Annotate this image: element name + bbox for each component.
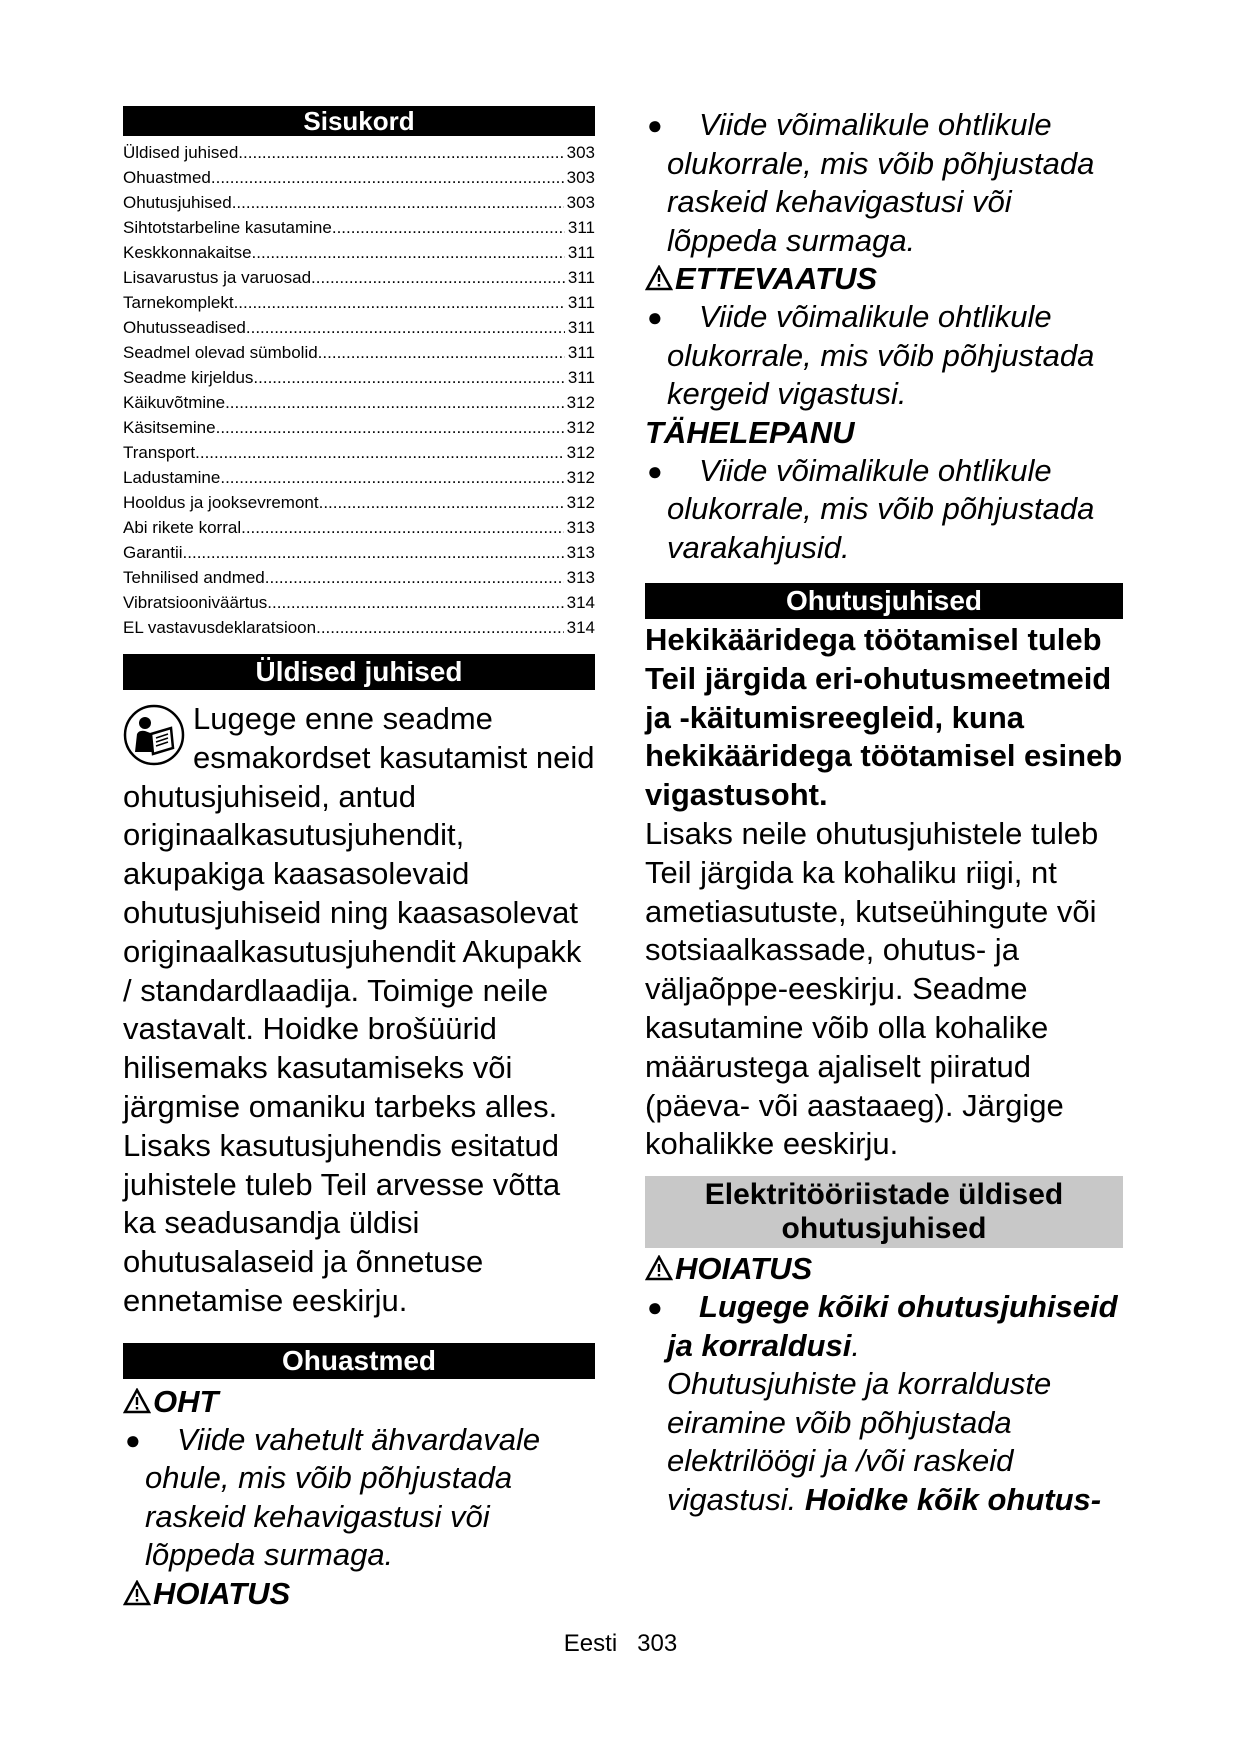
toc-entry-label: Lisavarustus ja varuosad	[123, 268, 312, 287]
general-paragraph-2: Lisaks kasutusjuhendis esitatud juhistele tuleb Teil arvesse võtta ka seadusandja üldisi ohutusalaseid ja õnnetuse ennetamise eeskirju.	[123, 1127, 561, 1318]
bullet-dot-icon: ●	[647, 1292, 663, 1323]
toc-leader-dots	[241, 515, 564, 540]
toc-entry-label: Üldised juhised	[123, 143, 239, 162]
safety-text: Lisaks neile ohutusjuhistele tuleb Teil järgida ka kohaliku riigi, nt ametiasutuste, kutseühingute või sotsiaalkassade, ohutus- ja väljaõppe-eeskirju. Seadme kasutamine võib olla kohalike määrustega ajaliselt piiratud (päeva- või aastaaeg). Järgige kohalikke eeskirju.	[645, 815, 1099, 1162]
toc-entry-label: Käikuvõtmine	[123, 393, 226, 412]
toc-leader-dots	[265, 565, 564, 590]
ettevaatus-label: ETTEVAATUS	[675, 261, 878, 296]
toc-entry-label: Vibratsiooniväärtus	[123, 593, 268, 612]
toc-entry-page: 312	[566, 393, 595, 412]
oht-label: OHT	[153, 1383, 219, 1419]
hoiatus-text: Viide võimalikule ohtlikule olukorrale, mis võib põhjustada raskeid kehavigastusi või lõppeda surmaga.	[667, 107, 1095, 258]
right-column	[645, 106, 1123, 1519]
toc-entry	[123, 490, 595, 515]
toc-entry	[123, 290, 595, 315]
toc-leader-dots	[238, 140, 563, 165]
electric-title: Elektritööriistade üldised ohutusjuhised	[645, 1176, 1123, 1248]
footer-page-number: 303	[637, 1630, 678, 1657]
toc-entry	[123, 140, 595, 165]
toc-entry-page: 311	[567, 368, 595, 387]
toc-leader-dots	[332, 215, 565, 240]
ettevaatus-bullet	[645, 298, 1123, 414]
hazard-title: Ohuastmed	[123, 1343, 595, 1379]
bullet-dot-icon: ●	[647, 110, 663, 140]
toc-entry-page: 311	[567, 218, 595, 237]
toc-entry	[123, 265, 595, 290]
toc-leader-dots	[183, 540, 564, 565]
electric-bullet-text: Ohutusjuhiste ja korralduste eiramine võib põhjustada elektrilöögi ja /või raskeid vigastusi.	[667, 1366, 1052, 1517]
toc-title: Sisukord	[123, 106, 595, 136]
toc-leader-dots	[246, 315, 565, 340]
general-title: Üldised juhised	[123, 654, 595, 690]
toc-entry-label: Keskkonnakaitse	[123, 243, 252, 262]
ettevaatus-heading	[645, 260, 1123, 298]
toc-leader-dots	[225, 390, 564, 415]
oht-bullet	[123, 1421, 595, 1575]
toc-entry-page: 311	[567, 293, 595, 312]
toc-leader-dots	[311, 265, 565, 290]
toc-leader-dots	[232, 190, 564, 215]
general-paragraph-1: Lugege enne seadme esmakordset kasutamist neid ohutusjuhiseid, antud originaalkasutusjuhendit, akupakiga kaasasolevaid ohutusjuhiseid ning kaasasolevat originaalkasutusjuhendit Akupakk / standardlaadija. Toimige neile vastavalt. Hoidke brošüürid hilisemaks kasutamiseks või järgmise omaniku tarbeks alles.	[123, 701, 595, 1124]
bullet-dot-icon: ●	[647, 455, 663, 486]
bullet-dot-icon: ●	[125, 1424, 141, 1455]
toc-entry-label: Tehnilised andmed	[123, 568, 265, 587]
toc-leader-dots	[318, 340, 565, 365]
toc-entry	[123, 365, 595, 390]
oht-heading	[123, 1383, 595, 1421]
toc-entry	[123, 315, 595, 340]
tahelepanu-label: TÄHELEPANU	[645, 414, 855, 450]
warning-triangle-icon	[123, 1388, 151, 1414]
hoiatus-label: HOIATUS	[153, 1575, 291, 1611]
toc-entry-label: Käsitsemine	[123, 418, 216, 437]
toc-leader-dots	[253, 365, 564, 390]
toc-leader-dots	[211, 165, 564, 190]
toc-entry-label: Ladustamine	[123, 468, 221, 487]
toc-entry-page: 313	[566, 518, 595, 537]
toc-entry-page: 303	[566, 168, 595, 187]
toc-entry-label: Ohutusjuhised	[123, 193, 232, 212]
toc-entry-label: Ohutusseadised	[123, 318, 246, 337]
footer-language: Eesti	[563, 1630, 618, 1657]
toc-entry-label: Transport	[123, 443, 196, 462]
toc-leader-dots	[220, 465, 563, 490]
toc-entry-label: Hooldus ja jooksevremont	[123, 493, 319, 512]
toc-entry	[123, 440, 595, 465]
toc-entry	[123, 340, 595, 365]
toc-entry	[123, 515, 595, 540]
toc-entry-page: 314	[566, 593, 595, 612]
toc-entry-page: 312	[566, 418, 595, 437]
toc-leader-dots	[234, 290, 565, 315]
general-section	[123, 700, 595, 1321]
toc-entry-page: 303	[566, 193, 595, 212]
toc-entry	[123, 540, 595, 565]
toc-entry	[123, 215, 595, 240]
tahelepanu-text: Viide võimalikule ohtlikule olukorrale, mis võib põhjustada varakahjusid.	[667, 452, 1095, 565]
toc-entry	[123, 190, 595, 215]
toc-entry-page: 314	[566, 618, 595, 637]
toc-entry-page: 312	[566, 443, 595, 462]
toc-entry-page: 313	[566, 543, 595, 562]
toc-list	[123, 140, 595, 640]
toc-entry	[123, 565, 595, 590]
toc-entry	[123, 165, 595, 190]
toc-entry-page: 303	[566, 143, 595, 162]
toc-entry	[123, 590, 595, 615]
toc-entry-label: Abi rikete korral	[123, 518, 242, 537]
toc-entry	[123, 240, 595, 265]
toc-entry-label: Seadmel olevad sümbolid	[123, 343, 318, 362]
toc-leader-dots	[216, 415, 564, 440]
toc-leader-dots	[252, 240, 565, 265]
hoiatus-bullet	[645, 106, 1123, 260]
safety-title: Ohutusjuhised	[645, 583, 1123, 619]
toc-entry-page: 311	[567, 343, 595, 362]
toc-entry-label: Ohuastmed	[123, 168, 211, 187]
ettevaatus-text: Viide võimalikule ohtlikule olukorrale, mis võib põhjustada kergeid vigastusi.	[667, 299, 1095, 411]
tahelepanu-heading	[645, 414, 1123, 452]
toc-entry-label: Seadme kirjeldus	[123, 368, 254, 387]
toc-entry-page: 312	[566, 493, 595, 512]
toc-entry	[123, 415, 595, 440]
oht-text: Viide vahetult ähvardavale ohule, mis võib põhjustada raskeid kehavigastusi või lõppeda surmaga.	[145, 1421, 541, 1573]
toc-entry-page: 312	[566, 468, 595, 487]
electric-hoiatus-heading	[645, 1250, 1123, 1288]
electric-hoiatus-label: HOIATUS	[675, 1251, 813, 1287]
tahelepanu-bullet	[645, 452, 1123, 568]
electric-bullet-bold: Lugege kõiki ohutusjuhiseid ja korraldusi	[667, 1289, 1118, 1363]
hoiatus-heading	[123, 1575, 595, 1613]
toc-entry	[123, 465, 595, 490]
electric-bullet-dot: .	[851, 1327, 860, 1363]
toc-entry-label: Tarnekomplekt	[123, 293, 234, 312]
read-manual-icon	[123, 704, 185, 766]
electric-bullet	[645, 1288, 1123, 1519]
toc-leader-dots	[195, 440, 564, 465]
warning-triangle-icon	[123, 1580, 151, 1606]
warning-triangle-icon	[645, 265, 673, 291]
page-footer	[0, 1630, 1241, 1658]
toc-entry-label: EL vastavusdeklaratsioon	[123, 618, 317, 637]
toc-entry-page: 313	[566, 568, 595, 587]
toc-entry-label: Garantii	[123, 543, 183, 562]
toc-entry-page: 311	[567, 243, 595, 262]
toc-entry-label: Sihtotstarbeline kasutamine	[123, 218, 332, 237]
toc-entry	[123, 390, 595, 415]
toc-entry	[123, 615, 595, 640]
electric-bullet-bold-2: Hoidke kõik ohutus-	[804, 1481, 1102, 1517]
toc-leader-dots	[267, 590, 563, 615]
toc-entry-page: 311	[567, 318, 595, 337]
safety-bold-intro: Hekikääridega töötamisel tuleb Teil järgida eri-ohutusmeetmeid ja -käitumisreegleid, kuna hekikääridega töötamisel esineb vigastusoht.	[645, 622, 1123, 813]
toc-leader-dots	[316, 615, 564, 640]
warning-triangle-icon	[645, 1255, 673, 1281]
bullet-dot-icon: ●	[647, 302, 663, 332]
toc-leader-dots	[319, 490, 564, 515]
toc-entry-page: 311	[567, 268, 595, 287]
left-column	[123, 106, 595, 1613]
